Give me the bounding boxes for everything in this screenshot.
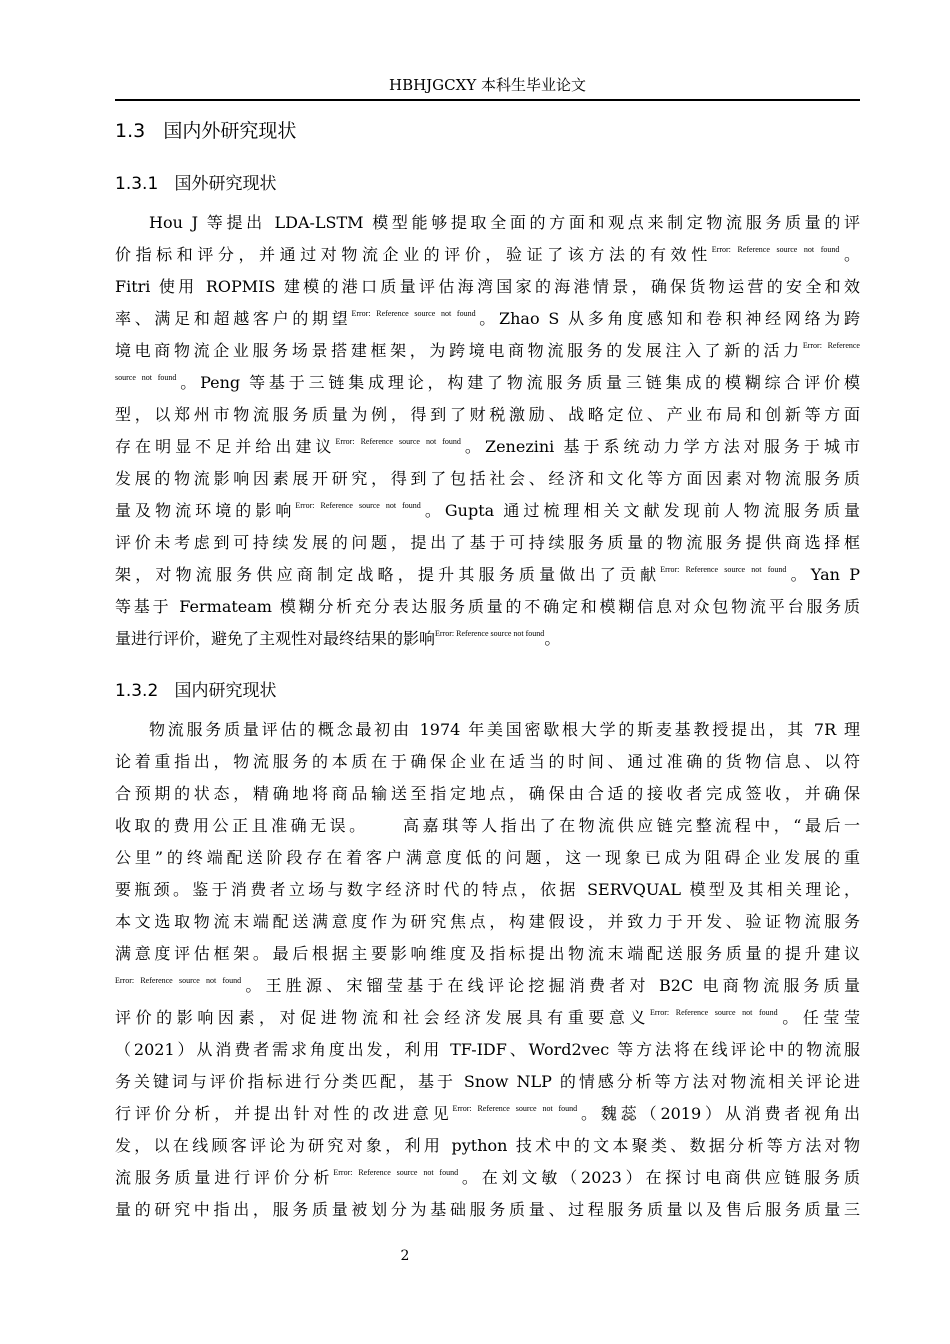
section-heading bbox=[115, 118, 296, 144]
text-line: 务关键词与评价指标进行分类匹配，基于 Snow NLP 的情感分析等方法对物流相关评论进 bbox=[115, 1072, 860, 1091]
text-line: 境电商物流企业服务场景搭建框架，为跨境电商物流服务的发展注入了新的活力$^{Error: Reference}$ bbox=[115, 341, 860, 360]
text-line: 论着重指出，物流服务的本质在于确保企业在适当的时间、通过准确的货物信息、以符 bbox=[115, 752, 860, 771]
text-line: 公里”的终端配送阶段存在着客户满意度低的问题，这一现象已成为阻碍企业发展的重 bbox=[115, 848, 860, 867]
text-line: 满意度评估框架。最后根据主要影响维度及指标提出物流末端配送服务质量的提升建议 bbox=[115, 944, 860, 963]
text-line: 量的研究中指出，服务质量被划分为基础服务质量、过程服务质量以及售后服务质量三 bbox=[115, 1200, 860, 1219]
text-line: 评价未考虑到可持续发展的问题，提出了基于可持续服务质量的物流服务提供商选择框 bbox=[115, 533, 860, 552]
citation-error: Error: Reference source not found bbox=[452, 1104, 578, 1113]
text-line: Hou J 等提出 LDA-LSTM 模型能够提取全面的方面和观点来制定物流服务质量的评 bbox=[149, 213, 860, 232]
text-line: 合预期的状态，精确地将商品输送至指定地点，确保由合适的接收者完成签收，并确保 bbox=[115, 784, 860, 803]
text-line: 架，对物流服务供应商制定战略，提升其服务质量做出了贡献$^{Error: Reference source not found}$。Yan P bbox=[115, 565, 860, 584]
citation-error: Error: Reference source not found bbox=[711, 245, 840, 254]
citation-error: Error: Reference source not found bbox=[435, 629, 545, 638]
section-title: 国内外研究现状 bbox=[163, 120, 297, 142]
paragraph-domestic-research bbox=[115, 714, 860, 1226]
subsection-number: 1.3.2 bbox=[115, 681, 159, 701]
text-line: 要瓶颈。鉴于消费者立场与数字经济时代的特点，依据 SERVQUAL 模型及其相关理论， bbox=[115, 880, 860, 899]
subsection-title: 国内研究现状 bbox=[174, 681, 277, 701]
citation-error: Error: Reference source not found bbox=[115, 976, 242, 985]
text-line: 发，以在线顾客评论为研究对象，利用 python 技术中的文本聚类、数据分析等方法对物 bbox=[115, 1136, 860, 1155]
text-line: 量进行评价，避免了主观性对最终结果的影响$^{Error: Reference source not found}$。 bbox=[115, 629, 561, 648]
citation-error: Error: Reference source not found bbox=[660, 565, 787, 574]
text-line: Fitri 使用 ROPMIS 建模的港口质量评估海湾国家的海港情景，确保货物运营的安全和效 bbox=[115, 277, 860, 296]
text-line: 收取的费用公正且准确无误。 高嘉琪等人指出了在物流供应链完整流程中，“最后一 bbox=[115, 816, 860, 835]
text-line: （2021）从消费者需求角度出发，利用 TF-IDF、Word2vec 等方法将在线评论中的物流服 bbox=[115, 1040, 860, 1059]
page-header: HBHJGCXY 本科生毕业论文 bbox=[388, 76, 586, 94]
text-line: 物流服务质量评估的概念最初由 1974 年美国密歇根大学的斯麦基教授提出，其 7R 理 bbox=[149, 720, 860, 739]
citation-error: Error: Reference source not found bbox=[295, 501, 421, 510]
subsection-number: 1.3.1 bbox=[115, 174, 159, 194]
header-divider bbox=[115, 99, 860, 101]
citation-error: Error: Reference source not found bbox=[650, 1008, 778, 1017]
subsection-title: 国外研究现状 bbox=[174, 174, 277, 194]
text-line: 等基于 Fermateam 模糊分析充分表达服务质量的不确定和模糊信息对众包物流平台服务质 bbox=[115, 597, 860, 616]
citation-error: source not found bbox=[115, 373, 177, 382]
text-line: 型，以郑州市物流服务质量为例，得到了财税激励、战略定位、产业布局和创新等方面 bbox=[115, 405, 860, 424]
text-line: 发展的物流影响因素展开研究，得到了包括社会、经济和文化等方面因素对物流服务质 bbox=[115, 469, 860, 488]
paragraph-foreign-research bbox=[115, 207, 860, 655]
citation-error: Error: Reference source not found bbox=[335, 437, 461, 446]
citation-error: Error: Reference bbox=[802, 341, 860, 350]
page-number: 2 bbox=[400, 1248, 410, 1264]
subsection-heading-foreign bbox=[115, 172, 276, 196]
text-line: 流服务质量进行评价分析$^{Error: Reference source not found}$。在刘文敏（2023）在探讨电商供应链服务质 bbox=[115, 1168, 860, 1187]
text-line: 价指标和评分，并通过对物流企业的评价，验证了该方法的有效性$^{Error: Reference source not found}$。 bbox=[115, 245, 860, 264]
text-line: 本文选取物流末端配送满意度作为研究焦点，构建假设，并致力于开发、验证物流服务 bbox=[115, 912, 860, 931]
text-line: $^{source not found}$。Peng 等基于三链集成理论，构建了物流服务质量三链集成的模糊综合评价模 bbox=[115, 373, 860, 392]
citation-error: Error: Reference source not found bbox=[333, 1168, 459, 1177]
text-line: 存在明显不足并给出建议$^{Error: Reference source not found}$。Zenezini 基于系统动力学方法对服务于城市 bbox=[115, 437, 860, 456]
text-line: 率、满足和超越客户的期望$^{Error: Reference source not found}$。Zhao S 从多角度感知和卷积神经网络为跨 bbox=[115, 309, 860, 328]
text-line: 行评价分析，并提出针对性的改进意见$^{Error: Reference source not found}$。魏蕊（2019）从消费者视角出 bbox=[115, 1104, 860, 1123]
citation-error: Error: Reference source not found bbox=[351, 309, 476, 318]
text-line: $^{Error: Reference source not found}$。王胜源、宋镏莹基于在线评论挖掘消费者对 B2C 电商物流服务质量 bbox=[115, 976, 860, 995]
section-number: 1.3 bbox=[115, 120, 146, 142]
subsection-heading-domestic bbox=[115, 679, 276, 703]
text-line: 量及物流环境的影响$^{Error: Reference source not found}$。Gupta 通过梳理相关文献发现前人物流服务质量 bbox=[115, 501, 860, 520]
text-line: 评价的影响因素，对促进物流和社会经济发展具有重要意义$^{Error: Reference source not found}$。任莹莹 bbox=[115, 1008, 860, 1027]
